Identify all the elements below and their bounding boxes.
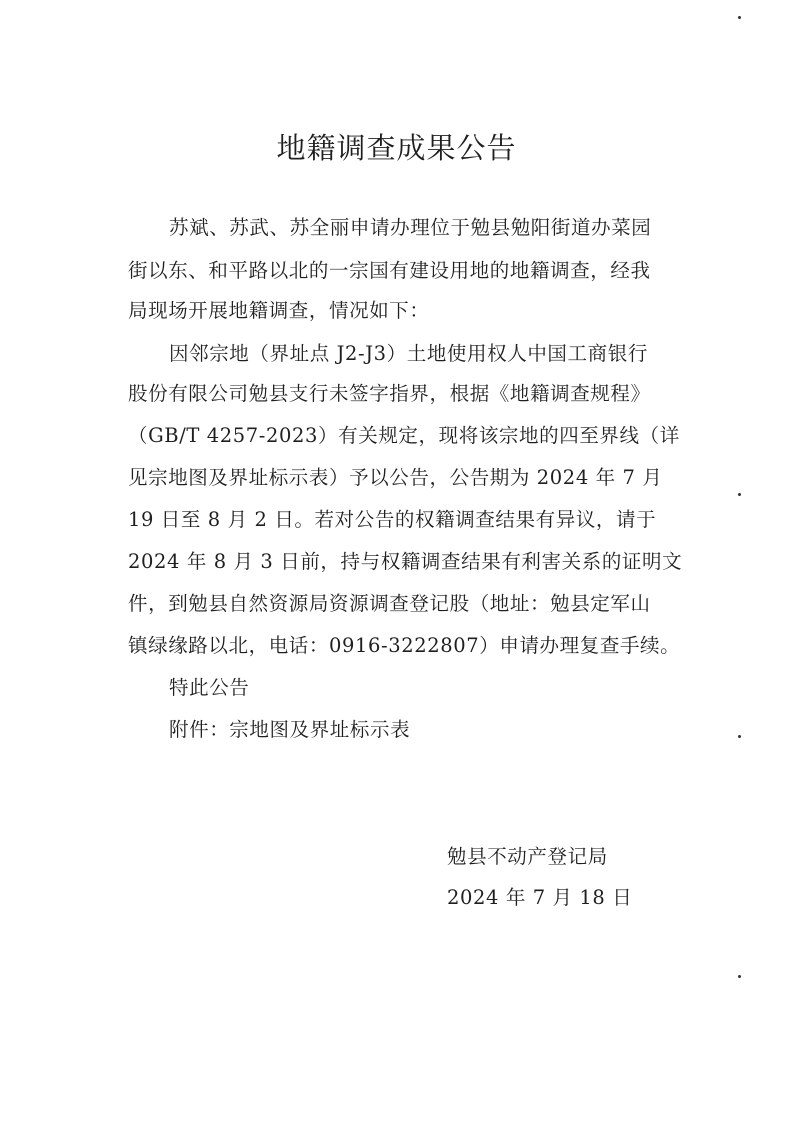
paragraph-2-line-6: 2024 年 8 月 3 日前，持与权籍调查结果有利害关系的证明文 bbox=[128, 550, 683, 573]
paragraph-2-line-7: 件，到勉县自然资源局资源调查登记股（地址：勉县定军山 bbox=[128, 592, 651, 615]
paragraph-1-line-2: 街以东、和平路以北的一宗国有建设用地的地籍调查，经我 bbox=[128, 259, 651, 282]
paragraph-1-line-3: 局现场开展地籍调查，情况如下： bbox=[128, 299, 430, 322]
paragraph-1-line-1: 苏斌、苏武、苏全丽申请办理位于勉县勉阳街道办菜园 bbox=[169, 216, 652, 239]
closing-text: 特此公告 bbox=[169, 676, 250, 699]
document-title: 地籍调查成果公告 bbox=[276, 131, 517, 165]
scan-speck bbox=[738, 735, 741, 738]
paragraph-2-line-5: 19 日至 8 月 2 日。若对公告的权籍调查结果有异议，请于 bbox=[128, 508, 657, 531]
scan-speck bbox=[738, 16, 741, 19]
signature-date: 2024 年 7 月 18 日 bbox=[447, 886, 633, 909]
scan-speck bbox=[738, 975, 741, 978]
paragraph-2-line-3: （GB/T 4257-2023）有关规定，现将该宗地的四至界线（详 bbox=[128, 424, 680, 447]
paragraph-2-line-4: 见宗地图及界址标示表）予以公告，公告期为 2024 年 7 月 bbox=[128, 466, 663, 489]
signature-org: 勉县不动产登记局 bbox=[447, 845, 608, 868]
paragraph-2-line-8: 镇绿缘路以北，电话：0916-3222807）申请办理复查手续。 bbox=[128, 634, 681, 657]
scan-speck bbox=[738, 493, 741, 496]
paragraph-2-line-1: 因邻宗地（界址点 J2-J3）土地使用权人中国工商银行 bbox=[169, 342, 648, 365]
attachment-note: 附件：宗地图及界址标示表 bbox=[169, 718, 411, 741]
paragraph-2-line-2: 股份有限公司勉县支行未签字指界，根据《地籍调查规程》 bbox=[128, 382, 651, 405]
